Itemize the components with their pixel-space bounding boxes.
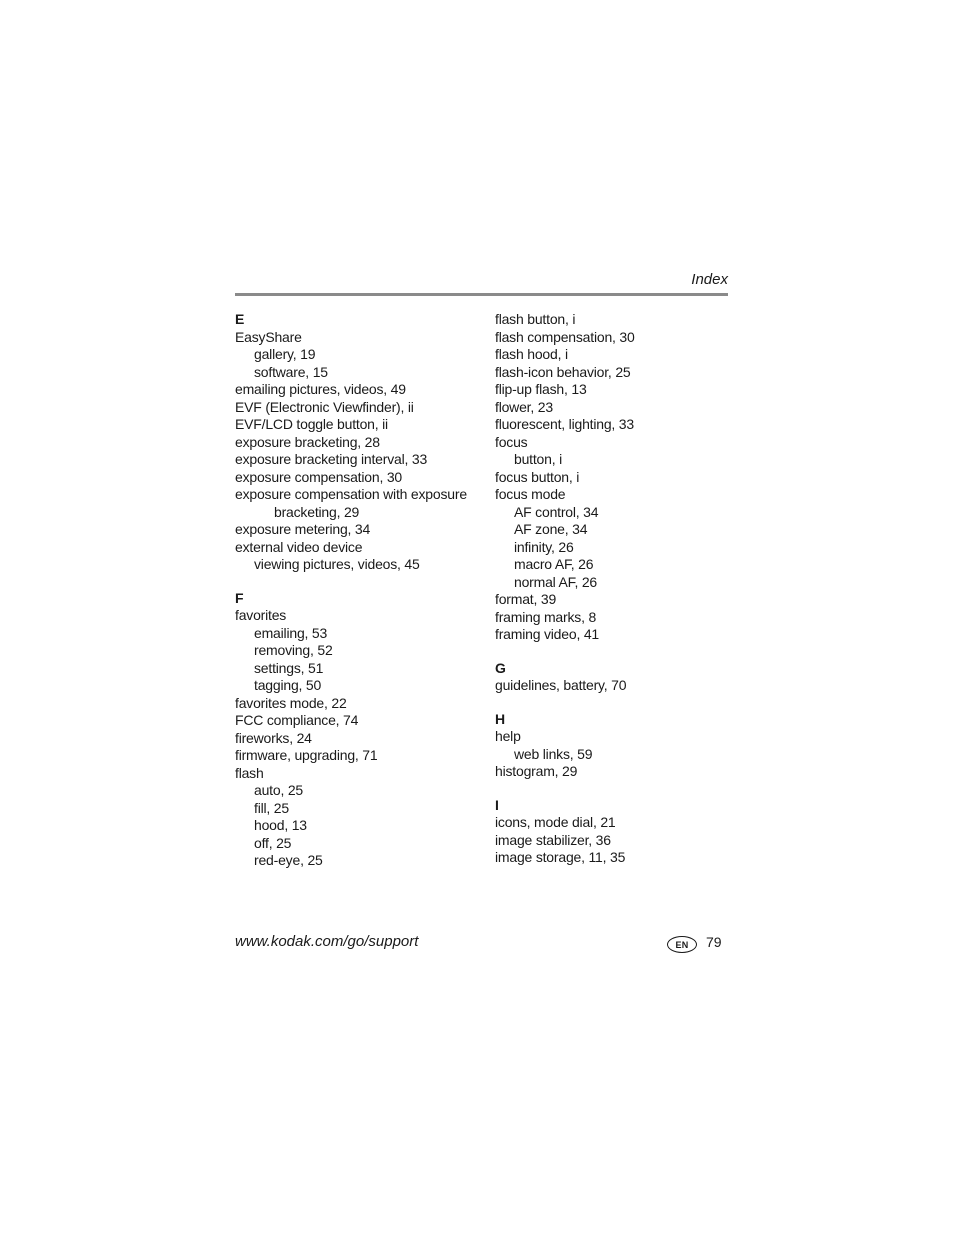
section-gap: [495, 781, 730, 797]
index-subentry: hood, 13: [254, 817, 307, 833]
index-entry: help: [495, 728, 521, 744]
index-entry: framing video, 41: [495, 626, 599, 642]
section-gap: [495, 695, 730, 711]
index-subentry: settings, 51: [254, 659, 324, 676]
index-subentry: infinity, 26: [514, 538, 574, 555]
index-entry: flash-icon behavior, 25: [495, 363, 631, 380]
index-entry: flash: [235, 764, 264, 781]
index-section-letter: I: [495, 796, 499, 813]
index-subentry: viewing pictures, videos, 45: [254, 556, 420, 572]
index-entry: focus button, i: [495, 468, 580, 485]
index-subentry: red-eye, 25: [254, 852, 323, 868]
index-entry: favorites: [235, 607, 287, 623]
index-column-right: [495, 311, 730, 867]
index-entry: EVF/LCD toggle button, ii: [235, 416, 388, 432]
section-gap: [495, 644, 730, 660]
index-entry: exposure compensation with exposure: [235, 486, 467, 502]
index-section-letter: G: [495, 659, 506, 676]
index-subentry: bracketing, 29: [274, 503, 360, 520]
index-column-left: [235, 311, 475, 870]
index-subentry: removing, 52: [254, 642, 333, 658]
index-subentry: macro AF, 26: [514, 556, 594, 572]
index-entry: image stabilizer, 36: [495, 831, 611, 848]
index-entry: image storage, 11, 35: [495, 849, 626, 865]
index-entry: flower, 23: [495, 398, 553, 415]
index-subentry: emailing, 53: [254, 624, 328, 641]
index-entry: flash compensation, 30: [495, 328, 635, 345]
index-entry: flash hood, i: [495, 346, 568, 362]
index-entry: exposure compensation, 30: [235, 468, 402, 485]
index-entry: firmware, upgrading, 71: [235, 747, 378, 763]
index-entry: external video device: [235, 538, 363, 555]
index-subentry: software, 15: [254, 363, 328, 380]
page-number: 79: [706, 934, 722, 950]
index-entry: exposure bracketing, 28: [235, 433, 380, 450]
index-entry: fluorescent, lighting, 33: [495, 416, 634, 432]
language-badge: EN: [667, 936, 697, 953]
index-subentry: normal AF, 26: [514, 573, 597, 590]
header-rule: [235, 293, 728, 296]
running-header-title: Index: [691, 271, 728, 288]
index-entry: emailing pictures, videos, 49: [235, 381, 406, 397]
index-subentry: fill, 25: [254, 799, 289, 816]
index-entry: exposure metering, 34: [235, 521, 371, 537]
index-entry: EVF (Electronic Viewfinder), ii: [235, 398, 414, 415]
index-section-letter: H: [495, 710, 505, 727]
index-entry: focus mode: [495, 486, 566, 502]
index-entry: exposure bracketing interval, 33: [235, 451, 428, 467]
index-subentry: AF zone, 34: [514, 521, 588, 537]
index-entry: FCC compliance, 74: [235, 712, 359, 728]
index-entry: guidelines, battery, 70: [495, 677, 627, 693]
index-subentry: web links, 59: [514, 745, 593, 762]
index-entry: format, 39: [495, 591, 557, 607]
index-section-letter: E: [235, 311, 245, 327]
index-entry: framing marks, 8: [495, 608, 597, 625]
index-subentry: auto, 25: [254, 782, 303, 798]
section-gap: [235, 574, 475, 590]
support-url: www.kodak.com/go/support: [235, 933, 419, 950]
index-entry: flash button, i: [495, 311, 576, 327]
index-subentry: AF control, 34: [514, 503, 599, 520]
index-entry: histogram, 29: [495, 763, 578, 779]
index-subentry: gallery, 19: [254, 346, 316, 362]
index-subentry: off, 25: [254, 834, 292, 851]
index-subentry: tagging, 50: [254, 677, 322, 693]
index-entry: EasyShare: [235, 328, 302, 345]
index-entry: favorites mode, 22: [235, 694, 347, 711]
index-section-letter: F: [235, 589, 244, 606]
index-subentry: button, i: [514, 451, 563, 467]
index-entry: focus: [495, 433, 528, 450]
index-entry: flip-up flash, 13: [495, 381, 587, 397]
index-entry: fireworks, 24: [235, 729, 312, 746]
index-entry: icons, mode dial, 21: [495, 814, 616, 830]
